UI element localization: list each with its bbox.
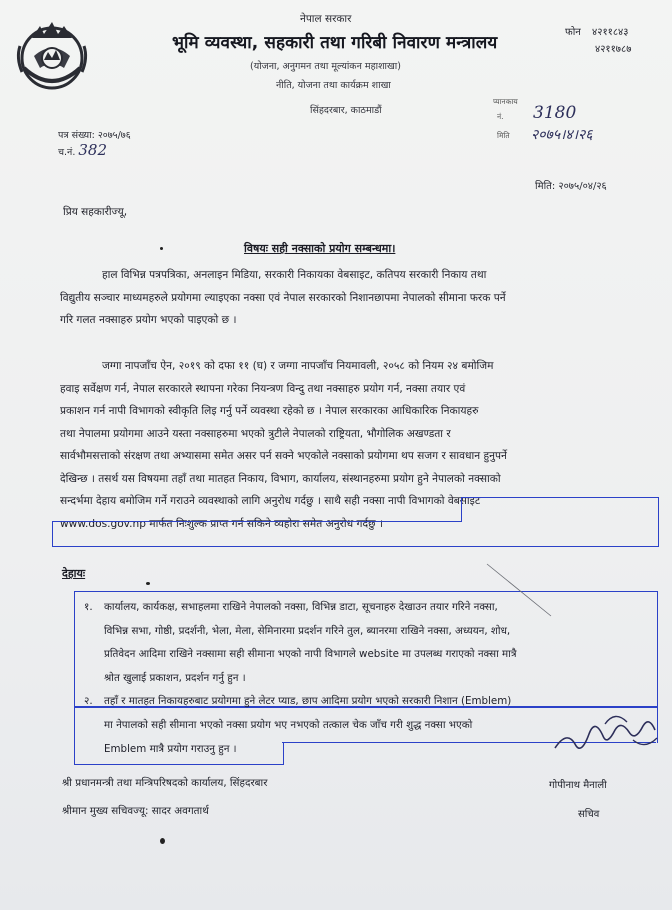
letter-number: पत्र संख्या: २०७५/७६ bbox=[58, 130, 131, 141]
paragraph-2-line: देखिन्छ । तसर्थ यस विषयमा तहाँ तथा मातहत निकाय, विभाग, कार्यालय, संस्थानहरुमा प्रयोग हुने नेपालको नक्साको bbox=[60, 472, 501, 485]
item-line: विभिन्न सभा, गोष्ठी, प्रदर्शनी, भेला, मेला, सेमिनारमा प्रदर्शन गरिने तुल, ब्यानरमा राखिने नक्सा, अध्ययन, शोध, bbox=[104, 624, 511, 637]
item-line: प्रतिवेदन आदिमा राखिने नक्सामा सही सीमाना भएको नापी विभागले website मा उपलब्ध गराएको नक्सा मात्रै bbox=[104, 648, 517, 661]
item-line: श्रोत खुलाई प्रकाशन, प्रदर्शन गर्नु हुन । bbox=[104, 671, 246, 684]
paragraph-1-line: गरि गलत नक्साहरु प्रयोग भएको पाइएको छ । bbox=[60, 314, 237, 326]
paragraph-2 bbox=[60, 355, 507, 535]
paragraph-2-line: तथा नेपालमा प्रयोगमा आउने यस्ता नक्साहरुमा भएको त्रुटीले नेपालको राष्ट्रियता, भौगोलिक अखण्डता र bbox=[60, 427, 451, 440]
salutation: प्रिय सहकारीज्यू, bbox=[63, 206, 128, 218]
phone-label: फोन bbox=[565, 27, 581, 38]
division-name: (योजना, अनुगमन तथा मूल्यांकन महाशाखा) bbox=[250, 61, 401, 72]
cc-line: श्री प्रधानमन्त्री तथा मन्त्रिपरिषदको कार्यालय, सिंहदरबार bbox=[62, 777, 268, 789]
paragraph-1-line: विद्युतीय सञ्चार माध्यमहरुले प्रयोगमा ल्याइएका नक्सा एवं नेपाल सरकारको निशानछापमा नेपालको सीमाना फरक पर्ने bbox=[60, 291, 506, 304]
list-item bbox=[84, 596, 517, 620]
scan-speck bbox=[160, 247, 163, 250]
paragraph-2-line: प्रकाशन गर्न नापी विभागको स्वीकृति लिइ गर्नु पर्ने व्यवस्था रहेको छ । नेपाल सरकारका आधिकारिक निकायहरु bbox=[60, 405, 479, 417]
stamp-date-handwritten: २०७५।४।२६ bbox=[531, 127, 593, 143]
stamp-number-handwritten: 3180 bbox=[533, 103, 577, 123]
item-line: Emblem मात्रै प्रयोग गराउनु हुन । bbox=[104, 742, 237, 755]
paragraph-1 bbox=[60, 264, 506, 332]
office-address: सिंहदरबार, काठमाडौं bbox=[310, 105, 382, 116]
nepal-emblem-icon bbox=[14, 16, 90, 96]
ministry-title: भूमि व्यवस्था, सहकारी तथा गरिबी निवारण मन्त्रालय bbox=[172, 33, 498, 53]
reference-block bbox=[58, 128, 131, 160]
item-number: २. bbox=[84, 695, 93, 708]
paragraph-2-line-website: www.dos.gov.np मार्फत निःशुल्क प्राप्त गर्न सकिने व्यहोरा समेत अनुरोध गर्दछु । bbox=[60, 517, 383, 530]
signatory-title: सचिव bbox=[578, 809, 600, 820]
highlight-box-website-left bbox=[52, 521, 53, 547]
highlight-box-website-top bbox=[461, 497, 659, 522]
phone-block bbox=[565, 24, 631, 58]
dispatch-label: च.नं. bbox=[58, 147, 76, 158]
directions-heading: देहायः bbox=[62, 567, 86, 580]
branch-name: नीति, योजना तथा कार्यक्रम शाखा bbox=[276, 80, 391, 91]
phone-number-1: ४२११८४३ bbox=[592, 27, 629, 38]
paragraph-2-line: जग्गा नापजाँच ऐन, २०१९ को दफा ११ (घ) र जग्गा नापजाँच नियमावली, २०५८ को नियम २४ बमोजिम bbox=[102, 360, 494, 372]
letter-date: मिति: २०७५/०४/२६ bbox=[535, 181, 607, 192]
cc-line: श्रीमान मुख्य सचिवज्यू: सादर अवगतार्थ bbox=[62, 805, 209, 817]
item-line: तहाँ र मातहत निकायहरुबाट प्रयोगमा हुने लेटर प्याड, छाप आदिमा प्रयोग भएको सरकारी निशान (Emblem) bbox=[104, 695, 512, 708]
scan-fold-mark bbox=[485, 560, 555, 620]
stamp-label-date: मिति bbox=[497, 131, 510, 140]
highlight-box-website-join bbox=[52, 521, 462, 522]
paragraph-2-line: सार्वभौमसत्ताको संरक्षण तथा अभ्यासमा समेत असर पर्न सक्ने भएकोले नक्साको प्रयोगमा थप सजग र सावधान हुनुपर्ने bbox=[60, 450, 507, 462]
government-name: नेपाल सरकार bbox=[300, 13, 352, 25]
stamp-label-number: नं. bbox=[497, 112, 504, 121]
received-stamp bbox=[493, 95, 643, 155]
paragraph-1-line: हाल विभिन्न पत्रपत्रिका, अनलाइन मिडिया, सरकारी निकायका वेबसाइट, कतिपय सरकारी निकाय तथा bbox=[102, 269, 487, 281]
paragraph-2-line: हवाइ सर्वेक्षण गर्न, नेपाल सरकारले स्थापना गरेका नियन्त्रण विन्दु तथा नक्साहरु प्रयोग गर्न, नक्सा तयार एवं bbox=[60, 382, 466, 395]
item-line: कार्यालय, कार्यकक्ष, सभाहलमा राखिने नेपालको नक्सा, विभिन्न डाटा, सूचनाहरु देखाउन तयार गरिने नक्सा, bbox=[104, 601, 498, 613]
dispatch-number-handwritten: 382 bbox=[78, 141, 108, 159]
stamp-label-office: प्यानकाय bbox=[493, 97, 518, 106]
scan-speck bbox=[146, 582, 150, 585]
scan-speck bbox=[160, 838, 165, 844]
signature-icon bbox=[545, 700, 665, 760]
directions-list bbox=[84, 596, 517, 761]
phone-number-2: ४२११७८७ bbox=[595, 44, 632, 55]
paragraph-2-line: सन्दर्भमा देहाय बमोजिम गर्ने गराउने व्यवस्थाको लागि अनुरोध गर्दछु । साथै सही नक्सा नापी विभागको वेबसाइट bbox=[60, 495, 481, 507]
list-item bbox=[84, 690, 517, 714]
subject-line: विषयः सही नक्साको प्रयोग सम्बन्धमा। bbox=[244, 242, 396, 255]
item-line: मा नेपालको सही सीमाना भएको नक्सा प्रयोग भए नभएको तत्काल चेक जाँच गरी शुद्ध नक्सा भएको bbox=[104, 718, 473, 731]
signatory-name: गोपीनाथ मैनाली bbox=[549, 780, 607, 791]
item-number: १. bbox=[84, 601, 93, 613]
highlight-box-website-bottom bbox=[52, 522, 659, 547]
